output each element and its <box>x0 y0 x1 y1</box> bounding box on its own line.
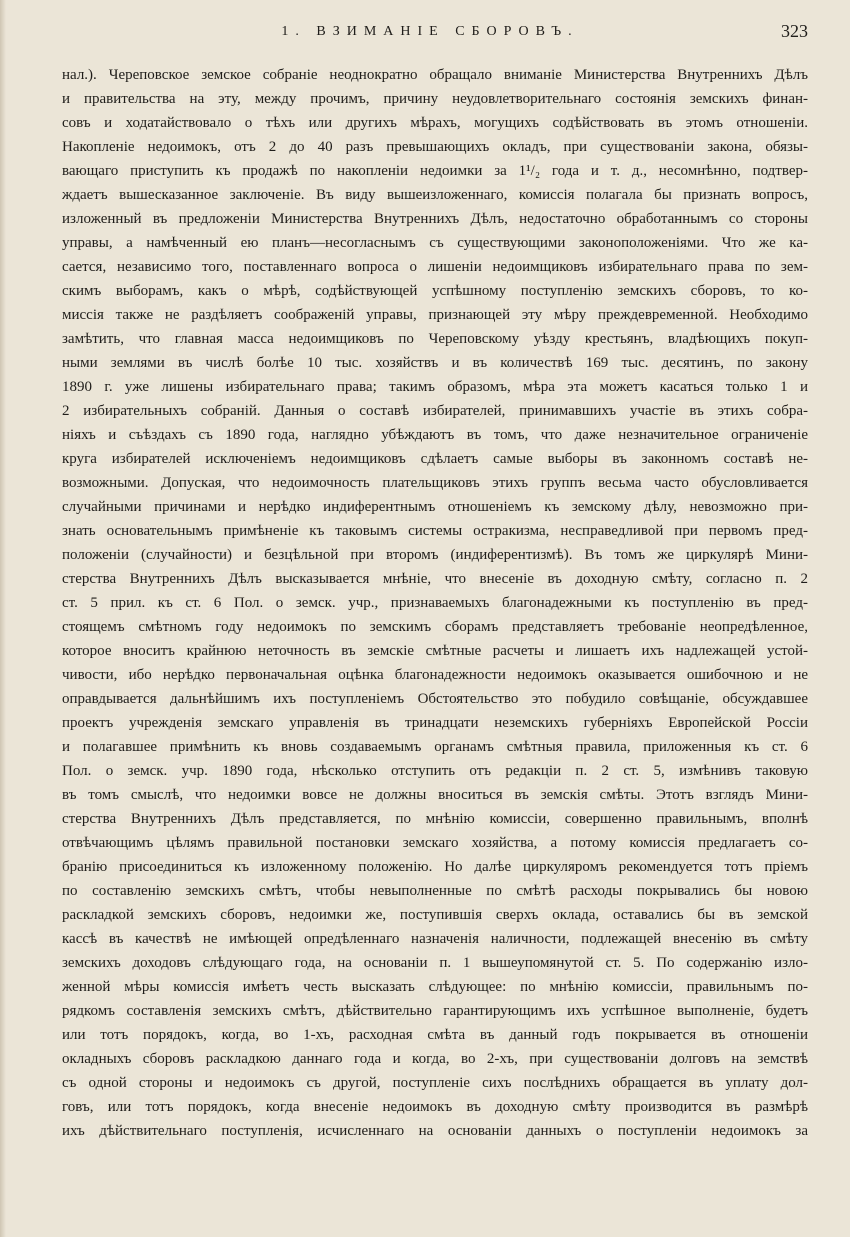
text-line: случайными причинами и нерѣдко индиферентнымъ отношеніемъ къ земскому дѣлу, невозможно при- <box>62 499 808 515</box>
text-line: и полагавшее примѣнить къ вновь создаваемымъ органамъ смѣтныя правила, приложенныя къ ст. 6 <box>62 739 808 755</box>
text-line: стоящемъ смѣтномъ году недоимокъ по земскимъ сборамъ представляетъ требованіе неопредѣленное, <box>62 619 808 635</box>
text-line: ст. 5 прил. къ ст. 6 Пол. о земск. учр., признаваемыхъ благонадежными къ поступленію въ пред- <box>62 595 808 611</box>
text-line: 1890 г. уже лишены избирательнаго права; такимъ образомъ, мѣра эта можетъ касаться только 1 и <box>62 379 808 395</box>
text-line: стерства Внутреннихъ Дѣлъ представляется, по мнѣнію комиссіи, совершенно правильнымъ, вполнѣ <box>62 811 808 827</box>
text-line: чивости, ибо нерѣдко первоначальная оцѣнка благонадежности недоимокъ оказывается ошибочною и не <box>62 667 808 683</box>
text-line: раскладкой земскихъ сборовъ, недоимки же, поступившія сверхъ оклада, оставались бы въ земской <box>62 907 808 923</box>
text-line: ными землями въ числѣ болѣе 10 тыс. хозяйствъ и въ количествѣ 169 тыс. десятинъ, по закону <box>62 355 808 371</box>
text-line: замѣтить, что главная масса недоимщиковъ по Череповскому уѣзду крестьянъ, владѣющихъ покуп- <box>62 331 808 347</box>
text-line: по составленію земскихъ смѣтъ, чтобы невыполненные по смѣтѣ расходы покрывались бы новою <box>62 883 808 899</box>
text-line: проектъ учрежденія земскаго управленія въ тринадцати неземскихъ губерніяхъ Европейской Россіи <box>62 715 808 731</box>
text-line: изложенный въ предложеніи Министерства Внутреннихъ Дѣлъ, недостаточно обработаннымъ со стороны <box>62 211 808 227</box>
text-line: управы, а намѣченный ею планъ—несогласнымъ съ существующими законоположеніями. Что же ка- <box>62 235 808 251</box>
text-line: или тотъ порядокъ, когда, во 1-хъ, расходная смѣта въ данный годъ покрывается въ отношеніи <box>62 1027 808 1043</box>
text-line: и правительства на эту, между прочимъ, причину неудовлетворительнаго состоянія земскихъ финан- <box>62 91 808 107</box>
text-line: 2 избирательныхъ собраній. Данныя о составѣ избирателей, принимавшихъ участіе въ этихъ собра- <box>62 403 808 419</box>
text-line: оправдывается дальнѣйшимъ ихъ поступленіемъ Обстоятельство это побудило совѣщаніе, обсуждавшее <box>62 691 808 707</box>
text-line: вающаго приступить къ продажѣ по накопленіи недоимки за 1¹/₂ года и т. д., несомнѣнно, подтвер- <box>62 163 808 179</box>
text-line: которое вноситъ крайнюю неточность въ земскіе смѣтные расчеты и лишаетъ ихъ надлежащей устой- <box>62 643 808 659</box>
text-line: говъ, или тотъ порядокъ, когда внесеніе недоимокъ въ доходную смѣту производится въ размѣрѣ <box>62 1099 808 1115</box>
page-edge-shadow <box>0 0 6 1237</box>
text-line: земскихъ доходовъ слѣдующаго года, на основаніи п. 1 вышеупомянутой ст. 5. По содержанію изло- <box>62 955 808 971</box>
text-line: миссія также не раздѣляетъ соображеній управы, признающей эту мѣру преждевременной. Необходимо <box>62 307 808 323</box>
text-line: сается, независимо того, поставленнаго вопроса о лишеніи недоимщиковъ избирательнаго права по зем- <box>62 259 808 275</box>
text-line: положеніи (случайности) и безцѣльной при второмъ (индиферентизмѣ). Въ томъ же циркулярѣ Мини- <box>62 547 808 563</box>
text-line: совъ и ходатайствовало о тѣхъ или другихъ мѣрахъ, могущихъ содѣйствовать въ этомъ отношеніи. <box>62 115 808 131</box>
text-line: бранію присоединиться къ изложенному положенію. Но далѣе циркуляромъ рекомендуется тотъ пріемъ <box>62 859 808 875</box>
text-line: окладныхъ сборовъ раскладкою даннаго года и когда, во 2-хъ, при существованіи долговъ на земствѣ <box>62 1051 808 1067</box>
text-line: съ одной стороны и недоимокъ съ другой, поступленіе сихъ послѣднихъ обращается въ уплату дол- <box>62 1075 808 1091</box>
text-line: женной мѣры комиссія имѣетъ честь высказать слѣдующее: по мнѣнію комиссіи, правильнымъ по- <box>62 979 808 995</box>
text-line: ніяхъ и съѣздахъ съ 1890 года, наглядно убѣждаютъ въ томъ, что даже незначительное ограниченіе <box>62 427 808 443</box>
text-line: рядкомъ составленія земскихъ смѣтъ, дѣйствительно гарантирующимъ ихъ успѣшное выполненіе, будетъ <box>62 1003 808 1019</box>
text-line: ихъ дѣйствительнаго поступленія, исчисленнаго на основаніи данныхъ о поступленіи недоимокъ за <box>62 1123 808 1139</box>
text-line: скимъ выборамъ, какъ о мѣрѣ, содѣйствующей успѣшному поступленію земскихъ сборовъ, то ко- <box>62 283 808 299</box>
text-line: отвѣчающимъ цѣлямъ правильной постановки земскаго хозяйства, а потому комиссія предлагаетъ со- <box>62 835 808 851</box>
text-line: круга избирателей исключеніемъ недоимщиковъ сдѣлаетъ самые выборы въ законномъ составѣ не- <box>62 451 808 467</box>
running-title: 1. ВЗИМАНІЕ СБОРОВЪ. <box>281 24 579 39</box>
body-text <box>62 63 808 1143</box>
text-line: нал.). Череповское земское собраніе неоднократно обращало вниманіе Министерства Внутреннихъ Дѣлъ <box>62 67 808 83</box>
text-line: ждаетъ вышесказанное заключеніе. Въ виду вышеизложеннаго, комиссія полагала бы признать вопросъ, <box>62 187 808 203</box>
text-line: стерства Внутреннихъ Дѣлъ высказывается мнѣніе, что внесеніе въ доходную смѣту, согласно п. 2 <box>62 571 808 587</box>
running-head <box>0 20 850 44</box>
text-line: въ томъ смыслѣ, что недоимки вовсе не должны вноситься въ земскія смѣты. Этотъ взглядъ Мини- <box>62 787 808 803</box>
text-line: кассѣ въ качествѣ не имѣющей опредѣленнаго назначенія наличности, подлежащей внесенію въ смѣту <box>62 931 808 947</box>
page-number: 323 <box>781 21 808 41</box>
text-line: возможными. Допуская, что недоимочность плательщиковъ этихъ группъ весьма часто обусловливается <box>62 475 808 491</box>
text-line: Накопленіе недоимокъ, отъ 2 до 40 разъ превышающихъ окладъ, при существованіи закона, обязы- <box>62 139 808 155</box>
text-line: Пол. о земск. учр. 1890 года, нѣсколько отступить отъ редакціи п. 2 ст. 5, измѣнивъ таковую <box>62 763 808 779</box>
text-line: знать основательнымъ примѣненіе къ таковымъ системы остракизма, несправедливой при первомъ пред- <box>62 523 808 539</box>
